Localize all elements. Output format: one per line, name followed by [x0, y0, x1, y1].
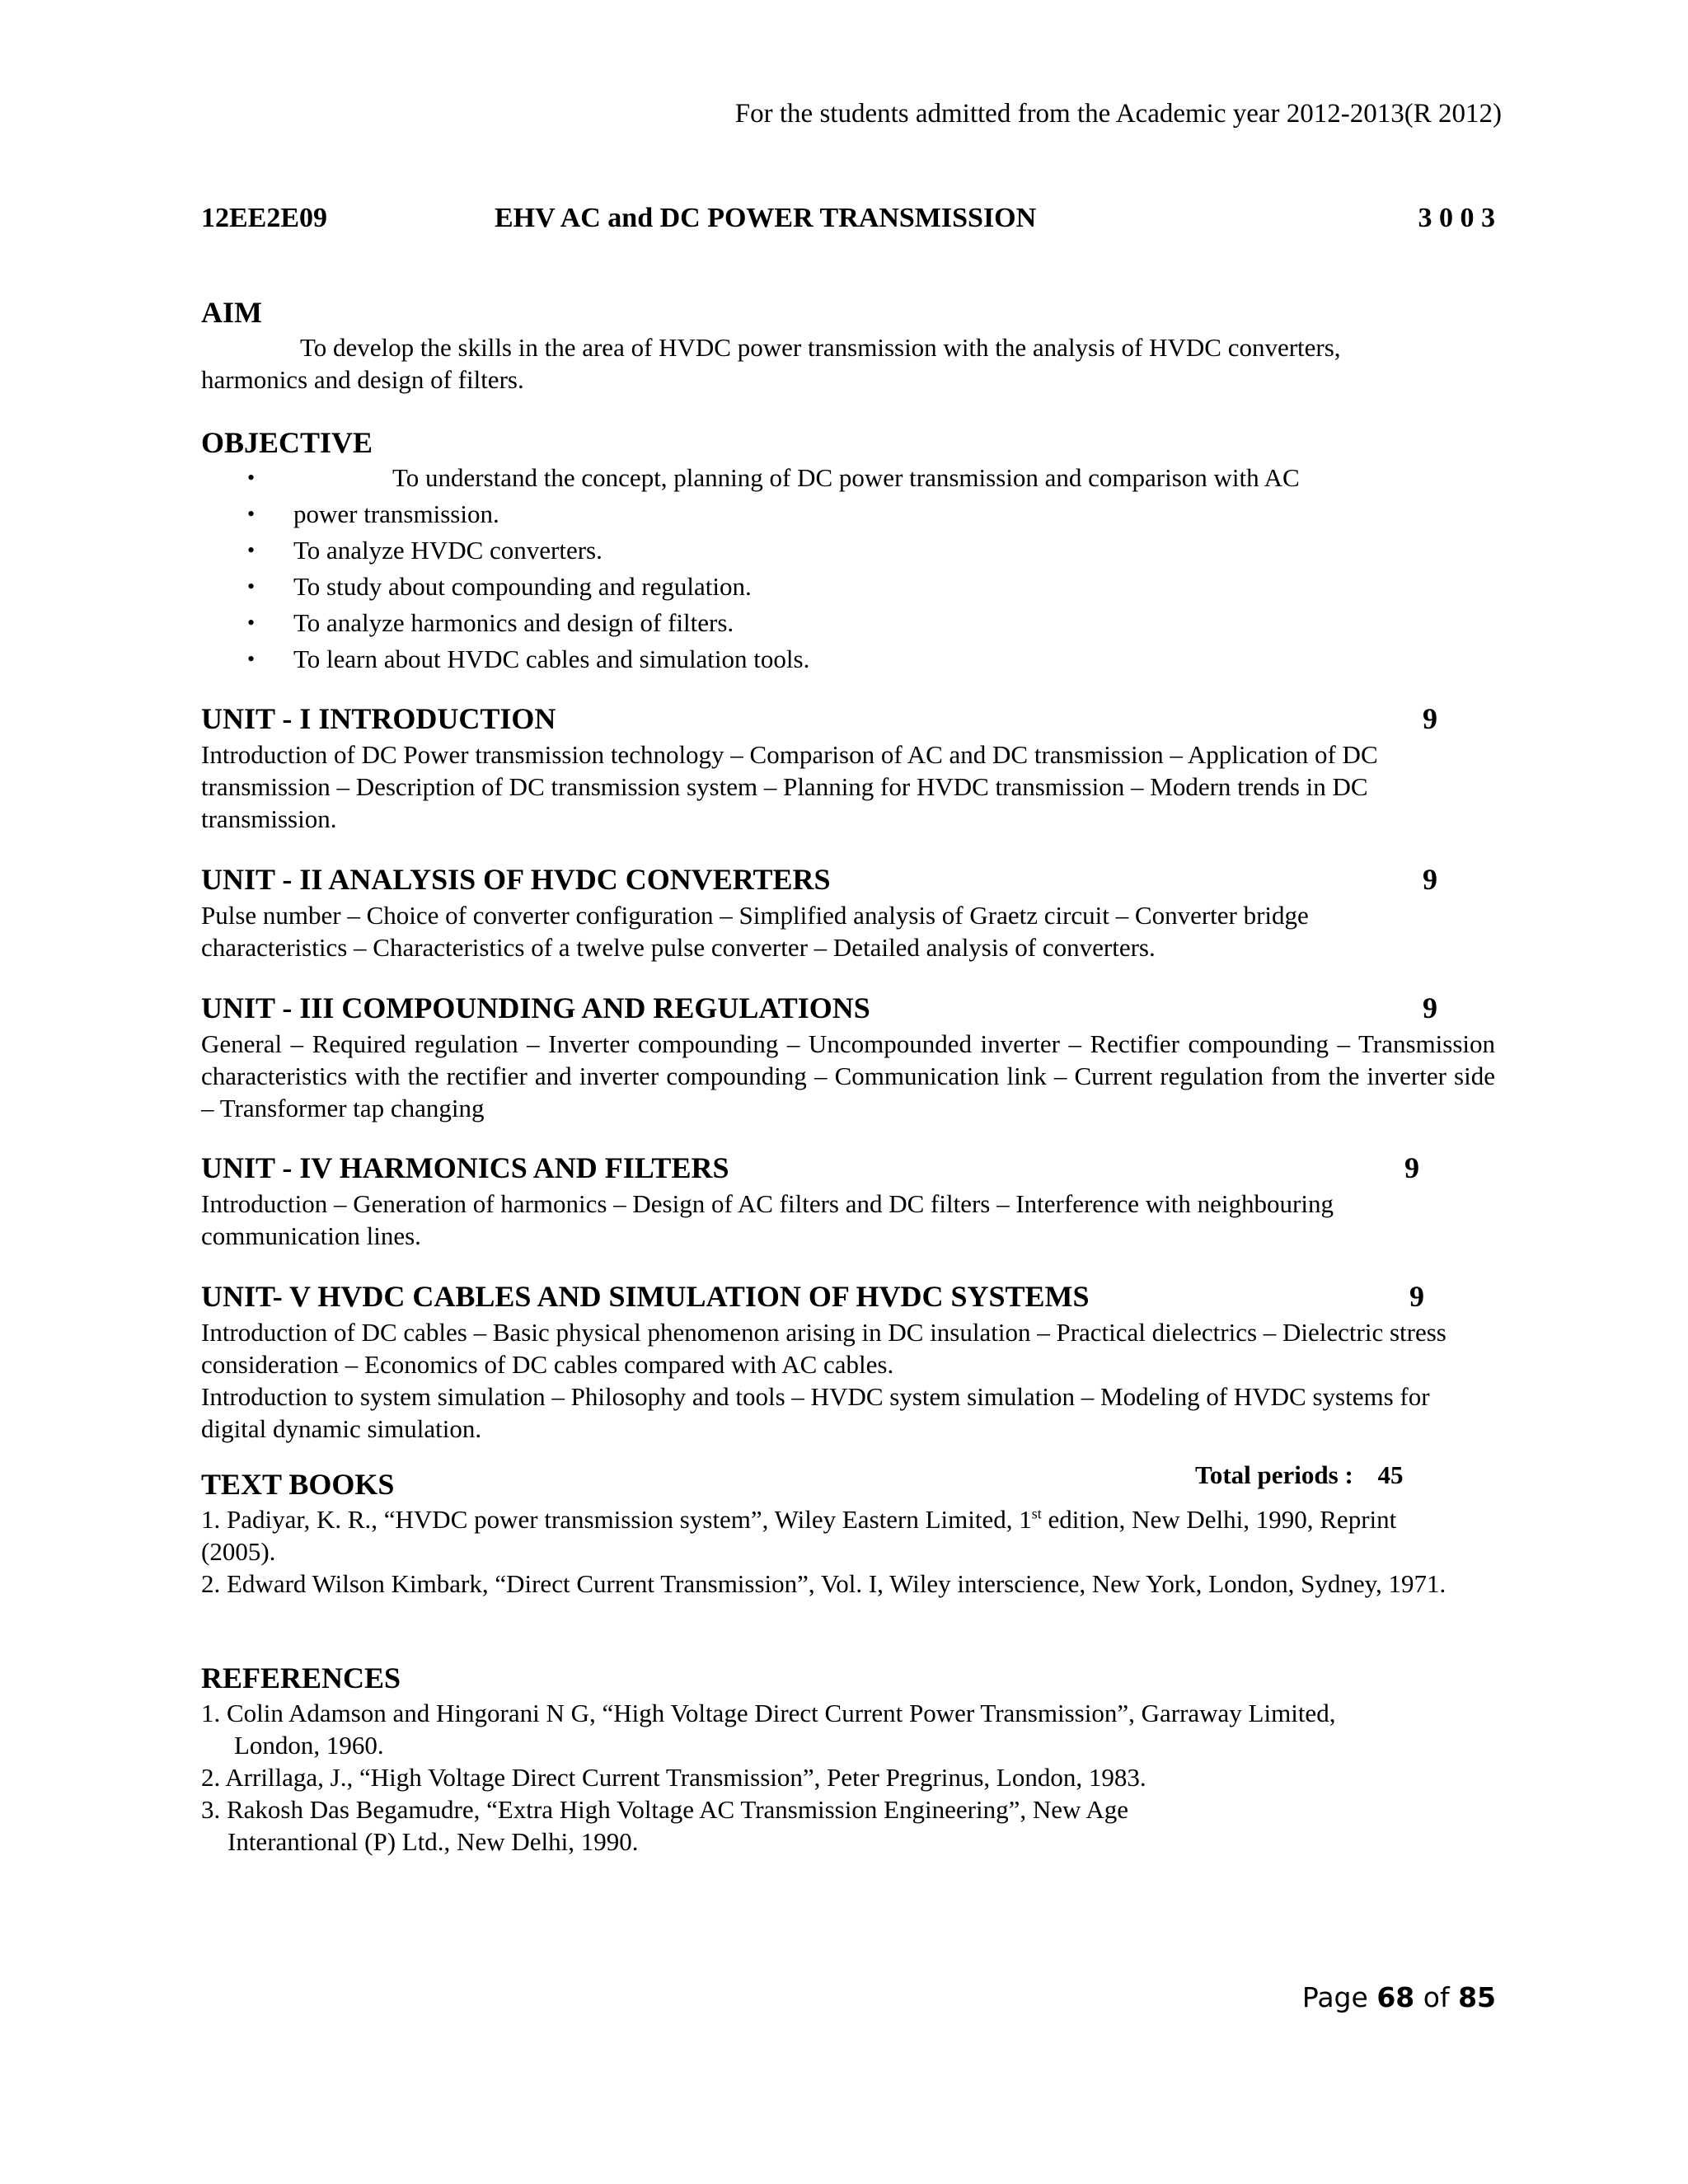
- bullet-icon: •: [247, 502, 256, 526]
- text-book-2: 2. Edward Wilson Kimbark, “Direct Current Transmission”, Vol. I, Wiley interscience, New York, London, Sydney, 1971.: [201, 1569, 1447, 1598]
- unit-5-text: Introduction of DC cables – Basic physical phenomenon arising in DC insulation – Practical dielectrics – Dielectric stress consideration – Economics of DC cables compared with AC cables.: [201, 1318, 1447, 1379]
- unit-hours: 9: [1409, 1280, 1424, 1313]
- page-total: 85: [1458, 1981, 1496, 2013]
- reference-2: 2. Arrillaga, J., “High Voltage Direct Current Transmission”, Peter Pregrinus, London, 1983.: [201, 1763, 1146, 1792]
- bullet-icon: •: [247, 611, 256, 635]
- unit-hours: 9: [1423, 863, 1437, 896]
- unit-1-text: Introduction of DC Power transmission technology – Comparison of AC and DC transmission – Application of DC transmission – Description of DC transmission system – Planning for HVDC transmission – Modern trends in DC transmission.: [201, 740, 1378, 833]
- total-periods-value: 45: [1377, 1460, 1404, 1489]
- unit-title: UNIT - IV HARMONICS AND FILTERS: [201, 1151, 729, 1184]
- aim-text: To develop the skills in the area of HVDC power transmission with the analysis of HVDC converters, harmonics and design of filters.: [201, 333, 1341, 394]
- text-books-heading: TEXT BOOKS: [201, 1468, 395, 1501]
- unit-4-text: Introduction – Generation of harmonics – Design of AC filters and DC filters – Interference with neighbouring communication lines.: [201, 1189, 1334, 1250]
- unit-hours: 9: [1423, 702, 1437, 735]
- objective-item: • To learn about HVDC cables and simulation tools.: [293, 641, 1497, 677]
- bullet-icon: •: [247, 538, 256, 562]
- unit-3-heading: [201, 992, 1437, 1027]
- objective-item: • To analyze harmonics and design of filters.: [293, 605, 1497, 641]
- page-current: 68: [1376, 1981, 1415, 2013]
- references-heading: REFERENCES: [201, 1661, 401, 1694]
- reference-3: 3. Rakosh Das Begamudre, “Extra High Voltage AC Transmission Engineering”, New Age Interantional (P) Ltd., New Delhi, 1990.: [201, 1795, 1129, 1856]
- unit-2-text: Pulse number – Choice of converter configuration – Simplified analysis of Graetz circuit – Converter bridge characteristics – Characteristics of a twelve pulse converter – Detailed analysis of converters.: [201, 901, 1309, 962]
- unit-title: UNIT- V HVDC CABLES AND SIMULATION OF HVDC SYSTEMS: [201, 1280, 1090, 1313]
- unit-hours: 9: [1404, 1151, 1419, 1184]
- unit-title: UNIT - II ANALYSIS OF HVDC CONVERTERS: [201, 863, 831, 896]
- header-note: For the students admitted from the Academic year 2012-2013(R 2012): [734, 99, 1502, 129]
- unit-5-heading: [201, 1281, 1424, 1315]
- objective-item: • power transmission.: [293, 496, 1497, 532]
- unit-1-heading: [201, 703, 1437, 738]
- bullet-icon: •: [247, 647, 256, 671]
- bullet-icon: •: [247, 466, 256, 490]
- total-periods: [1195, 1459, 1404, 1491]
- objective-heading: OBJECTIVE: [201, 426, 373, 459]
- reference-1: 1. Colin Adamson and Hingorani N G, “High Voltage Direct Current Power Transmission”, Garraway Limited, London, 1960.: [201, 1699, 1336, 1760]
- course-credits: 3 0 0 3: [1418, 203, 1495, 233]
- unit-3-text: General – Required regulation – Inverter compounding – Uncompounded inverter – Rectifier compounding – Transmission characteristics with the rectifier and inverter compounding – Communication link – Current regulation from the inverter side – Transformer tap changing: [201, 1029, 1495, 1122]
- course-header: [201, 202, 1495, 238]
- objective-item: • To understand the concept, planning of DC power transmission and comparison with AC: [293, 460, 1497, 496]
- unit-2-heading: [201, 864, 1437, 898]
- objective-item: • To analyze HVDC converters.: [293, 532, 1497, 569]
- unit-title: UNIT - III COMPOUNDING AND REGULATIONS: [201, 991, 870, 1024]
- aim-heading: AIM: [201, 296, 262, 329]
- unit-title: UNIT - I INTRODUCTION: [201, 702, 556, 735]
- unit-hours: 9: [1423, 991, 1437, 1024]
- unit-5-text-2: Introduction to system simulation – Philosophy and tools – HVDC system simulation – Modeling of HVDC systems for digital dynamic simulation.: [201, 1382, 1430, 1443]
- unit-4-heading: [201, 1152, 1419, 1187]
- objective-item: • To study about compounding and regulation.: [293, 569, 1497, 605]
- course-title: EHV AC and DC POWER TRANSMISSION: [495, 203, 1037, 233]
- objective-list: [247, 460, 1497, 677]
- page-number: Page 68 of 85: [1301, 1981, 1496, 2013]
- text-book-1: 1. Padiyar, K. R., “HVDC power transmission system”, Wiley Eastern Limited, 1st edition, New Delhi, 1990, Reprint (2005).: [201, 1505, 1397, 1566]
- bullet-icon: •: [247, 574, 256, 598]
- total-periods-label: Total periods :: [1195, 1460, 1353, 1489]
- course-code: 12EE2E09: [201, 203, 328, 233]
